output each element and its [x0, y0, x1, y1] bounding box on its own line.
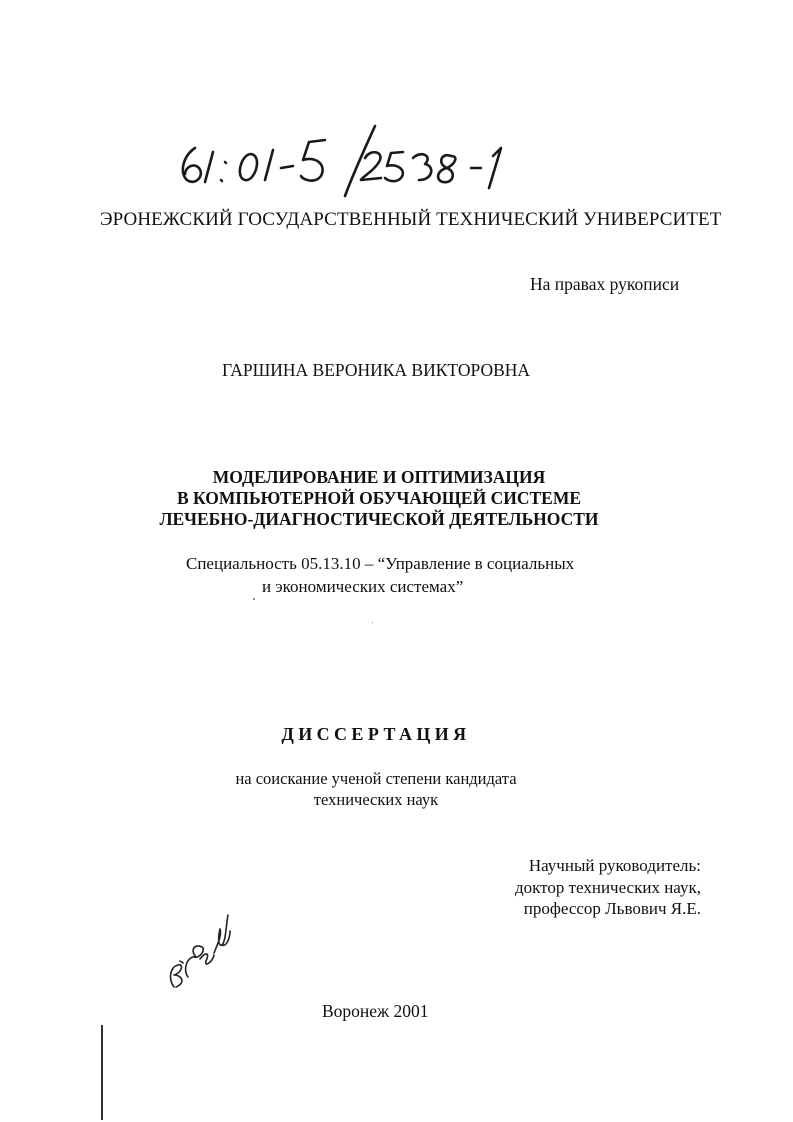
- author-name: ГАРШИНА ВЕРОНИКА ВИКТОРОВНА: [222, 360, 531, 380]
- specialty-line: Специальность 05.13.10 – “Управление в социальных: [186, 554, 575, 573]
- supervisor-info: [475, 855, 701, 920]
- scan-speck: [372, 622, 373, 623]
- title-line: МОДЕЛИРОВАНИЕ И ОПТИМИЗАЦИЯ: [212, 467, 546, 487]
- manuscript-rights-note: На правах рукописи: [530, 274, 680, 294]
- scan-speck: [253, 598, 255, 600]
- degree-line: технических наук: [313, 790, 439, 809]
- title-line: ЛЕЧЕБНО-ДИАГНОСТИЧЕСКОЙ ДЕЯТЕЛЬНОСТИ: [159, 509, 599, 529]
- handwritten-catalog-code: [175, 118, 515, 198]
- degree-line: на соискание ученой степени кандидата: [235, 769, 517, 788]
- supervisor-line: Научный руководитель:: [528, 856, 701, 875]
- city-and-year: Воронеж 2001: [322, 1001, 429, 1021]
- scan-margin-line: [101, 1025, 103, 1120]
- supervisor-line: профессор Львович Я.Е.: [523, 899, 701, 918]
- handwritten-code-drawing: [175, 118, 515, 198]
- signature-drawing: [160, 895, 240, 995]
- university-name: ЭРОНЕЖСКИЙ ГОСУДАРСТВЕННЫЙ ТЕХНИЧЕСКИЙ УНИВЕРСИТЕТ: [100, 209, 722, 230]
- specialty-line: и экономических системах”: [262, 577, 464, 596]
- supervisor-line: доктор технических наук,: [514, 877, 701, 897]
- title-line: В КОМПЬЮТЕРНОЙ ОБУЧАЮЩЕЙ СИСТЕМЕ: [176, 488, 582, 508]
- handwritten-signature: [160, 895, 240, 995]
- dissertation-title: [130, 467, 628, 530]
- degree-statement: [205, 768, 547, 810]
- dissertation-label: ДИССЕРТАЦИЯ: [281, 724, 471, 744]
